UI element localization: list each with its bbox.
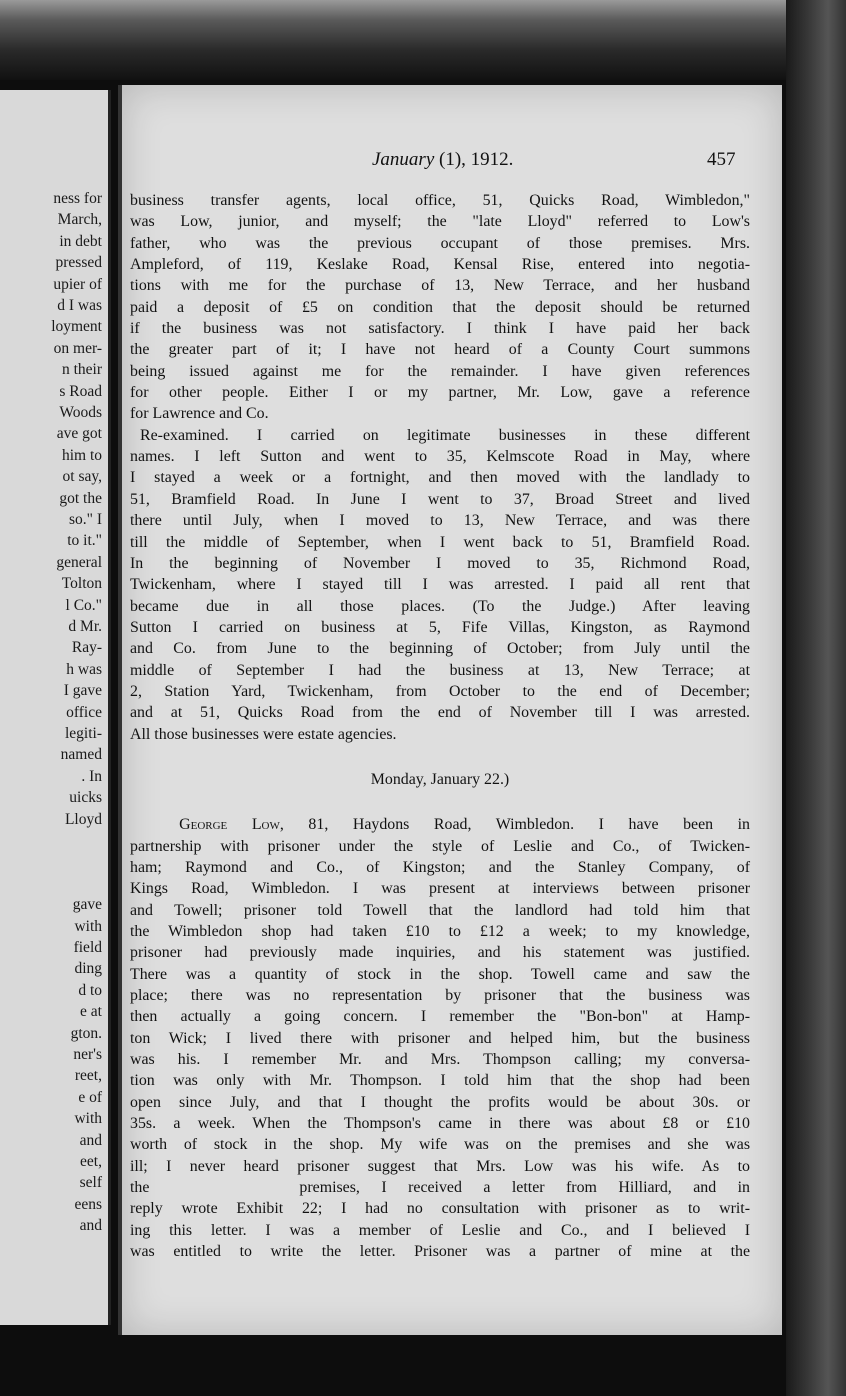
text-line: In the beginning of November I moved to 35, Richmond Road, xyxy=(130,554,750,572)
fragment-line: uicks xyxy=(69,789,102,807)
date-heading: Monday, January 22.) xyxy=(370,770,510,788)
fragment-line: reet, xyxy=(74,1067,102,1085)
text-line: was entitled to write the letter. Prisoner was a partner of mine at the xyxy=(130,1243,750,1261)
text-line: 51, Bramfield Road. In June I went to 37, Broad Street and lived xyxy=(130,490,750,508)
fragment-line: general xyxy=(56,553,102,571)
fragment-line: ot say, xyxy=(62,468,102,486)
fragment-line: s Road xyxy=(59,382,102,400)
text-line: All those businesses were estate agencies. xyxy=(130,725,397,743)
scanner-edge-top xyxy=(0,0,846,80)
text-line: 2, Station Yard, Twickenham, from October to the end of December; xyxy=(130,682,750,700)
fragment-line: e of xyxy=(78,1088,102,1106)
text-line: was his. I remember Mr. and Mrs. Thompson calling; my conversa- xyxy=(130,1051,750,1069)
fragment-line: ner's xyxy=(73,1046,102,1063)
text-line: ton Wick; I lived there with prisoner and helped him, but the business xyxy=(130,1029,750,1047)
fragment-line: eet, xyxy=(80,1153,102,1170)
fragment-line: d Mr. xyxy=(68,618,102,635)
header-title xyxy=(372,149,513,171)
running-header xyxy=(122,149,782,171)
fragment-line: upier of xyxy=(53,275,102,293)
text-line: place; there was no representation by prisoner that the business was xyxy=(130,987,750,1005)
text-line: and Co. from June to the beginning of October; from July until the xyxy=(130,640,750,658)
fragment-line: Tolton xyxy=(61,575,102,593)
fragment-line: Ray- xyxy=(71,639,102,657)
fragment-line: ness for xyxy=(53,190,102,207)
fragment-line: Lloyd xyxy=(64,810,102,828)
text-line xyxy=(130,1177,750,1198)
text-line: business transfer agents, local office, 51, Quicks Road, Wimbledon," xyxy=(130,192,750,209)
paragraph-testimony-continued xyxy=(130,190,750,425)
text-line: till the middle of September, when I went back to 51, Bramfield Road. xyxy=(130,533,750,551)
text-line: worth of stock in the shop. My wife was on the premises and she was xyxy=(130,1136,750,1154)
fragment-line: d I was xyxy=(57,297,102,314)
fragment-line: with xyxy=(74,917,102,935)
facing-page-fragment xyxy=(0,90,111,1325)
witness-name: George Low xyxy=(179,816,280,834)
fragment-line: March, xyxy=(57,211,102,229)
fragment-line: ding xyxy=(74,960,102,978)
fragment-line: self xyxy=(79,1174,102,1192)
fragment-line: on mer- xyxy=(53,339,102,357)
text-line: open since July, and that I thought the profits would be about 30s. or xyxy=(130,1093,750,1111)
text-line: ing this letter. I was a member of Leslie and Co., and I believed I xyxy=(130,1221,750,1239)
header-date-rest: (1), 1912. xyxy=(434,149,514,170)
fragment-line: so." I xyxy=(68,511,102,528)
text-line: Ampleford, of 119, Keslake Road, Kensal Rise, entered into negotia- xyxy=(130,256,750,274)
fragment-line: Woods xyxy=(59,404,102,421)
fragment-line: him to xyxy=(61,446,102,464)
fragment-line: I gave xyxy=(63,682,102,700)
fragment-line: to it." xyxy=(67,532,102,550)
scanner-edge-right xyxy=(786,0,846,1396)
text-line xyxy=(130,814,750,835)
text-line: then actually a going concern. I remember the "Bon-bon" at Hamp- xyxy=(130,1008,750,1026)
fragment-line: h was xyxy=(66,660,102,678)
text-line: ham; Raymond and Co., of Kingston; and the Stanley Company, of xyxy=(130,858,750,876)
text-line: partnership with prisoner under the style of Leslie and Co., of Twicken- xyxy=(130,837,750,855)
fragment-line: with xyxy=(74,1110,102,1128)
text-line: paid a deposit of £5 on condition that the deposit should be returned xyxy=(130,298,750,316)
text-line: middle of September I had the business at 13, New Terrace; at xyxy=(130,661,750,679)
text-line-end: premises, I received a letter from Hilliard, and in xyxy=(299,1179,750,1197)
text-line: being issued against me for the remainder. I have given references xyxy=(130,362,750,380)
page-body xyxy=(130,190,750,1263)
text-line: Sutton I carried on business at 5, Fife Villas, Kingston, as Raymond xyxy=(130,618,750,636)
fragment-line: pressed xyxy=(55,254,102,272)
paragraph-george-low xyxy=(130,814,750,1262)
paragraph-re-examined xyxy=(130,425,750,745)
text-line: Kings Road, Wimbledon. I was present at interviews between prisoner xyxy=(130,880,750,898)
fragment-line: office xyxy=(66,703,102,721)
header-month: January xyxy=(372,149,435,170)
fragment-line: d to xyxy=(78,981,102,999)
fragment-line: l Co." xyxy=(65,596,102,614)
fragment-line: . In xyxy=(81,767,102,785)
fragment-line: legiti- xyxy=(64,725,102,742)
fragment-line: in debt xyxy=(59,232,102,250)
text-line: and Towell; prisoner told Towell that the landlord had told him that xyxy=(130,901,750,919)
text-line: I stayed a week or a fortnight, and then moved with the landlady to xyxy=(130,469,750,487)
text-line: names. I left Sutton and went to 35, Kelmscote Road in May, where xyxy=(130,448,750,466)
text-line: for Lawrence and Co. xyxy=(130,405,269,423)
fragment-line: loyment xyxy=(51,318,102,336)
text-line: the Wimbledon shop had taken £10 to £12 a week; to my knowledge, xyxy=(130,923,750,940)
text-line: 35s. a week. When the Thompson's came in there was about £8 or £10 xyxy=(130,1115,750,1133)
text-line: prisoner had previously made inquiries, and his statement was justified. xyxy=(130,944,750,962)
text-line: tions with me for the purchase of 13, New Terrace, and her husband xyxy=(130,277,750,295)
fragment-line: eens xyxy=(74,1195,102,1213)
text-line: there until July, when I moved to 13, New Terrace, and was there xyxy=(130,512,750,530)
page-number: 457 xyxy=(707,149,736,170)
text-line: reply wrote Exhibit 22; I had no consultation with prisoner as to writ- xyxy=(130,1200,750,1218)
text-line: father, who was the previous occupant of those premises. Mrs. xyxy=(130,234,750,252)
text-line-start: the xyxy=(130,1179,150,1197)
fragment-line: n their xyxy=(61,361,102,379)
text-line-rest: , 81, Haydons Road, Wimbledon. I have been in xyxy=(279,816,750,834)
text-line: was Low, junior, and myself; the "late Lloyd" referred to Low's xyxy=(130,213,750,231)
fragment-line: gton. xyxy=(70,1024,102,1042)
fragment-line: ave got xyxy=(56,425,102,443)
text-line: and at 51, Quicks Road from the end of November till I was arrested. xyxy=(130,704,750,722)
fragment-line: named xyxy=(60,746,102,764)
text-line: There was a quantity of stock in the shop. Towell came and saw the xyxy=(130,965,750,983)
text-line: Re-examined. I carried on legitimate businesses in these different xyxy=(140,426,750,444)
text-line: for other people. Either I or my partner, Mr. Low, gave a reference xyxy=(130,384,750,402)
fragment-line: e at xyxy=(80,1003,102,1021)
fragment-line: gave xyxy=(72,896,102,914)
text-line: ill; I never heard prisoner suggest that Mrs. Low was his wife. As to xyxy=(130,1157,750,1175)
fragment-line: field xyxy=(73,939,102,956)
text-line: Twickenham, where I stayed till I was arrested. I paid all rent that xyxy=(130,576,750,594)
text-line: the greater part of it; I have not heard of a County Court summons xyxy=(130,341,750,359)
fragment-line: and xyxy=(79,1131,102,1149)
fragment-line: and xyxy=(79,1217,102,1235)
book-page xyxy=(118,85,782,1335)
fragment-line: got the xyxy=(59,489,102,507)
text-line: became due in all those places. (To the Judge.) After leaving xyxy=(130,597,750,615)
text-line: tion was only with Mr. Thompson. I told him that the shop had been xyxy=(130,1072,750,1090)
text-line: if the business was not satisfactory. I think I have paid her back xyxy=(130,320,750,338)
